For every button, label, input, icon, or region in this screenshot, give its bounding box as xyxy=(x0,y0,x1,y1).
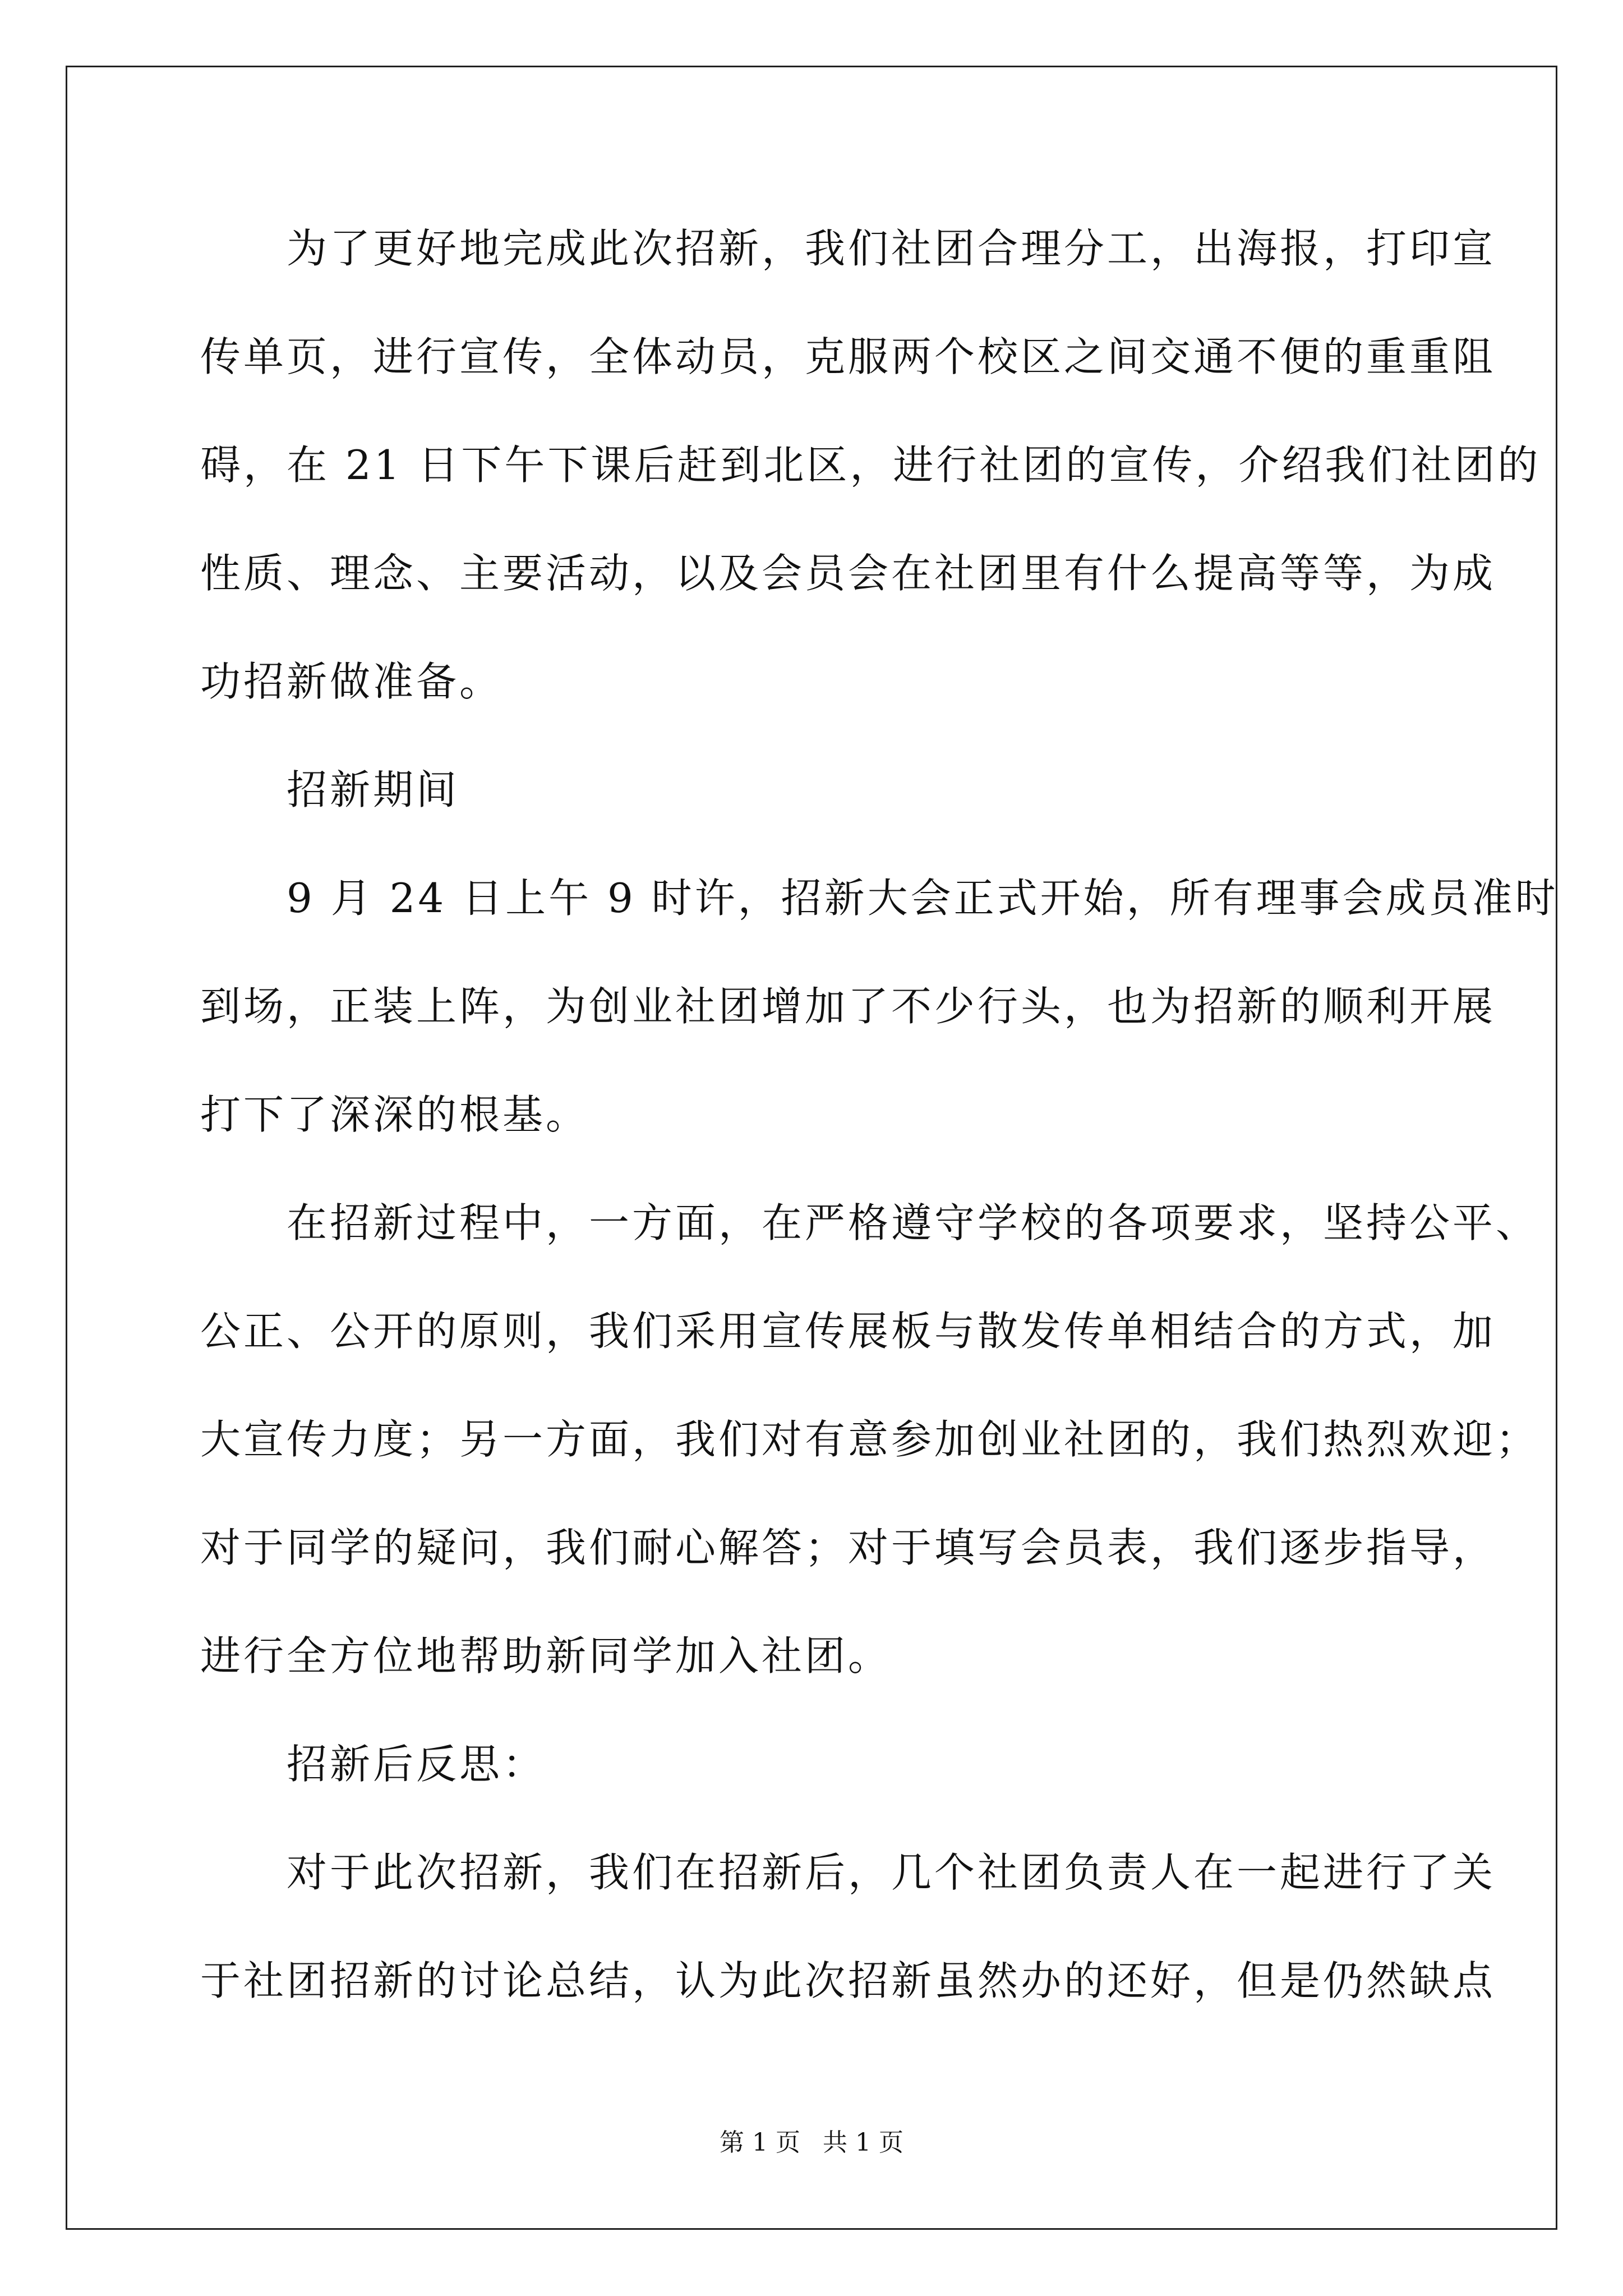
text-line: 传单页，进行宣传，全体动员，克服两个校区之间交通不便的重重阻 xyxy=(200,333,1496,380)
text-line: 对于此次招新，我们在招新后，几个社团负责人在一起进行了关 xyxy=(200,1849,1496,1896)
text-line: 于社团招新的讨论总结，认为此次招新虽然办的还好，但是仍然缺点 xyxy=(200,1957,1496,2004)
section-heading: 招新期间 xyxy=(200,766,460,813)
text-line: 9 月 24 日上午 9 时许，招新大会正式开始，所有理事会成员准时 xyxy=(200,875,1559,922)
page-number-total: 共 1 页 xyxy=(823,2128,903,2157)
text-line: 大宣传力度；另一方面，我们对有意参加创业社团的，我们热烈欢迎； xyxy=(200,1416,1539,1463)
text-line: 在招新过程中，一方面，在严格遵守学校的各项要求，坚持公平、 xyxy=(200,1199,1539,1246)
text-line: 碍，在 21 日下午下课后赶到北区，进行社团的宣传，介绍我们社团的 xyxy=(200,441,1541,489)
page-number-current: 第 1 页 xyxy=(720,2128,800,2157)
section-heading: 招新后反思： xyxy=(200,1741,546,1788)
text-line: 为了更好地完成此次招新，我们社团合理分工，出海报，打印宣 xyxy=(200,225,1496,272)
text-line: 对于同学的疑问，我们耐心解答；对于填写会员表，我们逐步指导， xyxy=(200,1524,1496,1571)
text-line: 到场，正装上阵，为创业社团增加了不少行头，也为招新的顺利开展 xyxy=(200,983,1496,1030)
document-body xyxy=(200,222,1559,2062)
text-line: 性质、理念、主要活动，以及会员会在社团里有什么提高等等，为成 xyxy=(200,550,1496,597)
text-line: 公正、公开的原则，我们采用宣传展板与散发传单相结合的方式，加 xyxy=(200,1308,1496,1355)
text-line: 打下了深深的根基。 xyxy=(200,1091,589,1138)
text-line: 进行全方位地帮助新同学加入社团。 xyxy=(200,1632,892,1680)
text-line: 功招新做准备。 xyxy=(200,658,503,705)
page-footer xyxy=(0,2126,1623,2160)
